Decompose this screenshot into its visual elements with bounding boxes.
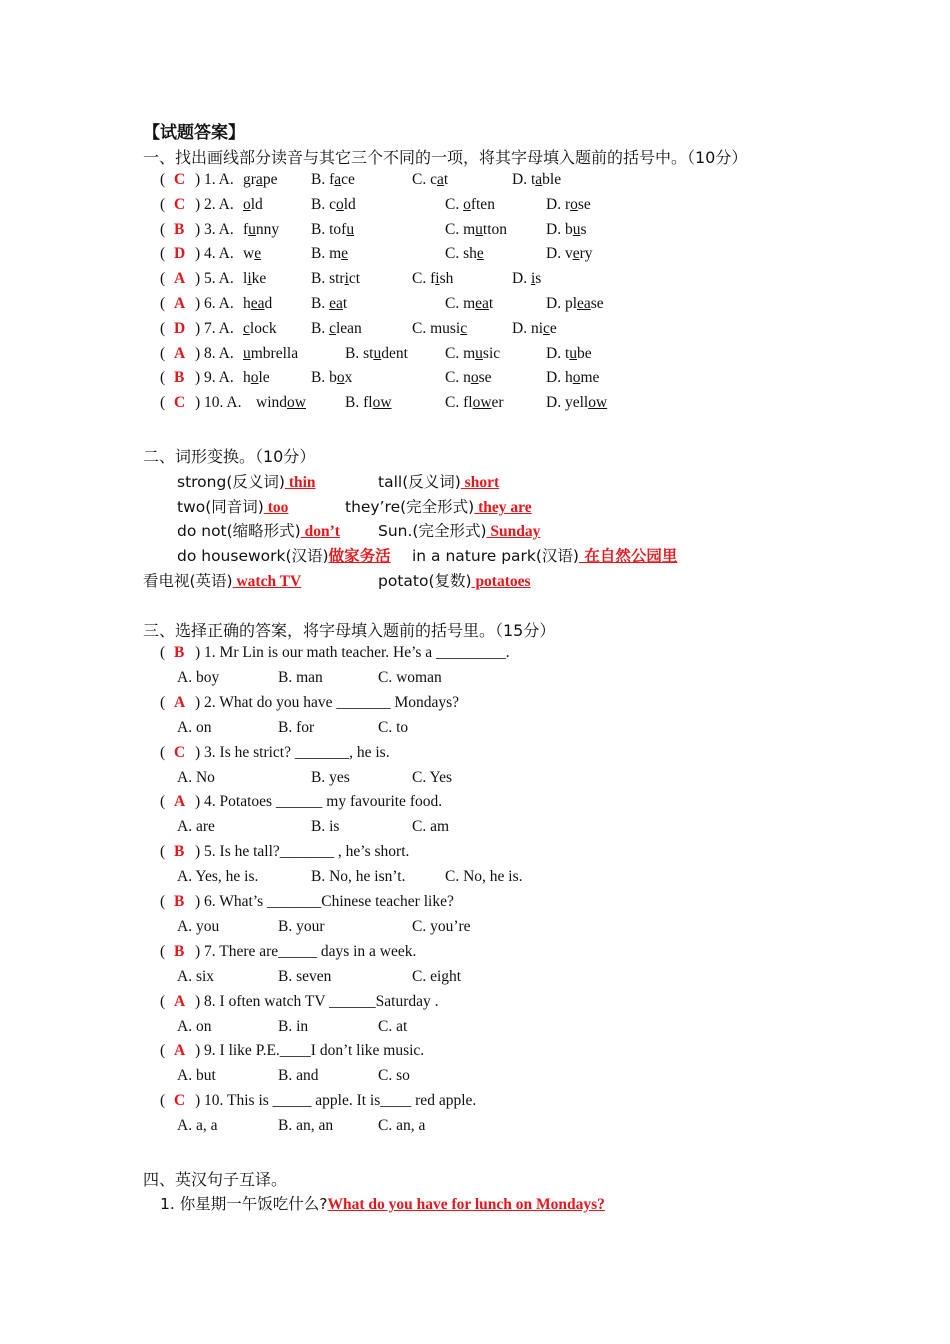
option-c <box>445 221 507 239</box>
option-text: D. h <box>546 369 573 387</box>
underlined-letters: o <box>570 195 578 213</box>
part2-row2-left: two(同音词) too <box>177 498 289 516</box>
option-a: A. are <box>177 818 215 836</box>
underlined-letters: c <box>543 319 550 337</box>
option-text: t <box>443 171 449 188</box>
option-c: C. at <box>378 1017 408 1035</box>
question-text: ) 7. There are_____ days in a week. <box>195 942 417 960</box>
underlined-letters: e <box>254 245 262 263</box>
answer-letter: A <box>174 344 186 362</box>
option-d <box>546 221 587 239</box>
underlined-letters: o <box>336 369 345 387</box>
part3-options <box>0 918 950 942</box>
paren-open: ( <box>160 295 166 312</box>
underlined-letters: o <box>335 195 344 213</box>
option-a: A. boy <box>177 669 220 686</box>
option-text: D. yell <box>546 394 589 412</box>
underlined-letters: o <box>463 195 471 213</box>
underlined-letters: u <box>572 220 581 238</box>
option-text: D. r <box>546 195 571 213</box>
item-number: ) 5. A. <box>195 270 234 288</box>
paren-open: ( <box>160 319 166 337</box>
part3-question <box>0 843 950 867</box>
option-c <box>445 394 504 412</box>
part2-row4-left: do housework(汉语)做家务活 <box>177 547 391 565</box>
underlined-letters: u <box>346 220 355 238</box>
option-a: A. but <box>177 1067 216 1085</box>
option-c <box>412 171 448 189</box>
option-text: l <box>243 270 248 288</box>
option-text: C. <box>445 195 464 213</box>
option-b <box>311 171 355 189</box>
option-text: C. m <box>445 295 476 312</box>
option-c: C. eight <box>412 967 462 985</box>
option-text: B. c <box>311 195 336 213</box>
option-a: A. you <box>177 918 220 935</box>
part3-options <box>0 669 950 693</box>
answer-letter: A <box>174 992 186 1010</box>
option-text: d <box>264 295 273 312</box>
option-b <box>311 369 352 387</box>
underlined-letters: ow <box>472 394 492 412</box>
paren-open: ( <box>160 843 166 861</box>
option-text: D. <box>512 270 531 288</box>
underlined-letters: e <box>341 245 349 263</box>
part3-question <box>0 893 950 917</box>
option-text: t <box>342 295 348 312</box>
option-c: C. to <box>378 718 409 736</box>
option-text: C. sh <box>445 245 477 263</box>
option-b: B. seven <box>278 967 332 985</box>
option-text: B. <box>311 295 330 312</box>
option-b <box>311 295 347 313</box>
option-b <box>311 245 348 263</box>
paren-open: ( <box>160 893 166 910</box>
option-c: C. am <box>412 818 450 836</box>
part3-options <box>0 1067 950 1091</box>
option-text: D. t <box>512 171 536 188</box>
part1-item <box>0 345 950 369</box>
part3-question <box>0 943 950 967</box>
option-text: C. n <box>445 369 471 387</box>
option-c <box>412 270 453 288</box>
part3-question <box>0 694 950 718</box>
option-b <box>311 270 360 288</box>
underlined-letters: o <box>572 369 581 387</box>
option-a: A. six <box>177 967 215 985</box>
option-b: B. yes <box>311 768 350 786</box>
option-c <box>445 196 495 214</box>
underlined-letters: ea <box>475 295 489 312</box>
underlined-letters: u <box>569 344 577 362</box>
option-d <box>512 171 561 189</box>
option-text: B. st <box>345 344 374 362</box>
option-text: ften <box>470 195 495 213</box>
option-b <box>311 221 354 239</box>
item-number: ) 9. A. <box>195 369 234 387</box>
underlined-letters: a <box>334 171 342 188</box>
part1-item <box>0 270 950 294</box>
option-text: w <box>243 245 255 263</box>
answer-letter: C <box>174 195 186 213</box>
item-number: ) 3. A. <box>195 220 234 238</box>
option-text: ke <box>251 270 267 288</box>
paren-open: ( <box>160 992 166 1010</box>
option-text: h <box>243 295 251 312</box>
option-text: D. pl <box>546 295 577 312</box>
option-text: ld <box>250 195 263 213</box>
answer-letter: A <box>174 1042 186 1060</box>
option-text: e <box>549 319 557 337</box>
option-b <box>311 196 356 214</box>
paren-open: ( <box>160 245 166 263</box>
part3-question <box>0 993 950 1017</box>
answer-letter: B <box>174 369 185 387</box>
option-c <box>445 345 500 363</box>
answer-letter: A <box>174 270 186 288</box>
paren-open: ( <box>160 195 166 213</box>
option-text: le <box>258 369 270 387</box>
option-b: B. is <box>311 818 340 836</box>
option-a <box>243 270 266 288</box>
underlined-letters: u <box>475 344 483 362</box>
part1-heading: 一、找出画线部分读音与其它三个不同的一项，将其字母填入题前的括号中。（10分） <box>143 148 748 167</box>
option-text: ct <box>348 270 361 288</box>
question-text: ) 2. What do you have _______ Mondays? <box>195 693 460 711</box>
item-number: ) 8. A. <box>195 344 234 362</box>
option-text: gr <box>243 171 256 188</box>
option-text: lock <box>249 319 277 337</box>
underlined-letters: i <box>344 270 349 288</box>
option-text: sic <box>482 344 501 362</box>
option-b: B. your <box>278 918 325 935</box>
option-text: C. c <box>412 171 437 188</box>
option-b <box>311 320 362 338</box>
part2-row3-left: do not(缩略形式) don’t <box>177 522 340 540</box>
option-text: me <box>580 369 600 387</box>
paren-open: ( <box>160 220 166 238</box>
option-a <box>256 394 306 412</box>
option-b: B. man <box>278 669 323 686</box>
answer-letter: C <box>174 171 186 188</box>
option-text: ld <box>343 195 356 213</box>
underlined-letters: ea <box>250 295 265 312</box>
part3-options <box>0 868 950 892</box>
part2-row5-left: 看电视(英语) watch TV <box>143 572 302 590</box>
option-a <box>243 295 272 313</box>
option-a: A. on <box>177 718 212 736</box>
option-text: se <box>590 295 604 312</box>
answer-letter: B <box>174 843 185 861</box>
underlined-letters: a <box>535 171 543 188</box>
part2-heading: 二、词形变换。（10分） <box>143 447 316 466</box>
option-b <box>345 345 408 363</box>
paren-open: ( <box>160 369 166 387</box>
answer-letter: C <box>174 743 186 761</box>
option-text: C. m <box>445 220 476 238</box>
underlined-letters: e <box>476 245 484 263</box>
underlined-letters: a <box>255 171 263 188</box>
part2-row4-right: in a nature park(汉语) 在自然公园里 <box>412 547 678 565</box>
item-number: ) 7. A. <box>195 319 234 337</box>
option-text: B. tof <box>311 220 347 238</box>
option-text: C. fl <box>445 394 473 412</box>
underlined-letters: e <box>572 245 580 263</box>
option-b: B. and <box>278 1067 319 1085</box>
option-d <box>546 394 607 412</box>
option-b: B. No, he isn’t. <box>311 868 406 886</box>
option-text: D. ni <box>512 319 543 337</box>
paren-open: ( <box>160 1092 166 1110</box>
answer-letter: A <box>174 693 186 711</box>
part2-row2-right: they’re(完全形式) they are <box>345 498 532 516</box>
underlined-letters: ow <box>588 394 608 412</box>
part1-item <box>0 221 950 245</box>
underlined-letters: ow <box>287 394 306 412</box>
option-d <box>512 320 557 338</box>
item-number: ) 1. A. <box>195 171 234 188</box>
option-a <box>243 369 270 387</box>
part3-options <box>0 719 950 743</box>
option-c <box>445 369 492 387</box>
part1-item <box>0 245 950 269</box>
option-text: ble <box>542 171 562 188</box>
part3-options <box>0 968 950 992</box>
item-number: ) 10. A. <box>195 394 242 412</box>
option-text: er <box>491 394 504 412</box>
option-b <box>345 394 392 412</box>
underlined-letters: o <box>470 369 479 387</box>
part2-row1-left: strong(反义词) thin <box>177 473 316 491</box>
part3-question <box>0 1092 950 1116</box>
question-text: ) 5. Is he tall?_______ , he’s short. <box>195 843 410 861</box>
part1-item <box>0 394 950 418</box>
underlined-letters: ea <box>577 295 591 312</box>
part1-item <box>0 369 950 393</box>
option-a: A. on <box>177 1017 212 1035</box>
paren-open: ( <box>160 693 166 711</box>
paren-open: ( <box>160 793 166 811</box>
part3-options <box>0 769 950 793</box>
paren-open: ( <box>160 171 166 188</box>
paren-open: ( <box>160 644 166 661</box>
option-d <box>546 345 592 363</box>
option-text: tton <box>482 220 508 238</box>
option-text: B. b <box>311 369 337 387</box>
option-c: C. you’re <box>412 918 471 935</box>
option-text: D. v <box>546 245 573 263</box>
paren-open: ( <box>160 743 166 761</box>
item-number: ) 2. A. <box>195 195 234 213</box>
option-c: C. so <box>378 1067 410 1085</box>
underlined-letters: i <box>435 270 440 288</box>
option-text: pe <box>262 171 278 188</box>
underlined-letters: u <box>373 344 382 362</box>
underlined-letters: ow <box>372 394 392 412</box>
question-text: ) 6. What’s _______Chinese teacher like? <box>195 893 454 910</box>
question-text: ) 10. This is _____ apple. It is____ red apple. <box>195 1092 477 1110</box>
part2-row1-right: tall(反义词) short <box>378 473 500 491</box>
part2-row5-right: potato(复数) potatoes <box>378 572 531 590</box>
part3-question <box>0 793 950 817</box>
answer-letter: A <box>174 793 186 811</box>
underlined-letters: i <box>530 270 536 288</box>
paren-open: ( <box>160 394 166 412</box>
underlined-letters: u <box>475 220 483 238</box>
option-c: C. woman <box>378 669 442 686</box>
answer-letter: B <box>174 893 185 910</box>
paren-open: ( <box>160 270 166 288</box>
question-text: ) 1. Mr Lin is our math teacher. He’s a _________. <box>195 644 510 661</box>
option-text: s <box>535 270 542 288</box>
option-b: B. for <box>278 718 315 736</box>
question-text: ) 3. Is he strict? _______, he is. <box>195 743 390 761</box>
part3-question <box>0 1042 950 1066</box>
option-text: B. str <box>311 270 345 288</box>
option-b: B. in <box>278 1017 309 1035</box>
option-text: t <box>488 295 494 312</box>
option-text: x <box>344 369 353 387</box>
part1-item <box>0 196 950 220</box>
part1-item <box>0 295 950 319</box>
option-a: A. No <box>177 768 215 786</box>
part4-question-1: 1. 你星期一午饭吃什么?What do you have for lunch on Mondays? <box>160 1195 605 1213</box>
answer-letter: B <box>174 942 185 960</box>
underlined-letters: c <box>460 319 468 337</box>
part3-options <box>0 1018 950 1042</box>
part3-options <box>0 818 950 842</box>
answer-letter: D <box>174 245 186 263</box>
underlined-letters: c <box>329 319 336 337</box>
option-text: be <box>577 344 592 362</box>
paren-open: ( <box>160 942 166 960</box>
option-text: nny <box>255 220 280 238</box>
option-a <box>243 345 298 363</box>
option-a: A. Yes, he is. <box>177 868 259 886</box>
option-text: h <box>243 369 251 387</box>
option-text: B. fl <box>345 394 373 412</box>
part3-question <box>0 744 950 768</box>
part2-row3-right: Sun.(完全形式) Sunday <box>378 522 541 540</box>
option-text: B. <box>311 319 330 337</box>
answer-letter: C <box>174 394 186 412</box>
option-text: se <box>478 369 492 387</box>
underlined-letters: u <box>248 220 256 238</box>
option-a <box>243 221 279 239</box>
answer-letter: B <box>174 644 185 661</box>
underlined-letters: o <box>243 195 251 213</box>
answer-letter: A <box>174 295 186 312</box>
option-c <box>445 245 484 263</box>
part3-question <box>0 644 950 668</box>
part3-options <box>0 1117 950 1141</box>
option-text: sh <box>439 270 454 288</box>
option-d <box>546 295 604 313</box>
option-text: dent <box>381 344 408 362</box>
option-text: C. musi <box>412 319 461 337</box>
paren-open: ( <box>160 1042 166 1060</box>
question-text: ) 9. I like P.E.____I don’t like music. <box>195 1042 425 1060</box>
option-text: ce <box>341 171 355 188</box>
option-text: mbrella <box>250 344 299 362</box>
question-text: ) 8. I often watch TV ______Saturday . <box>195 992 439 1010</box>
option-text: se <box>577 195 591 213</box>
part1-item <box>0 320 950 344</box>
option-d <box>546 196 591 214</box>
option-c: C. Yes <box>412 768 453 786</box>
option-text: lean <box>335 319 362 337</box>
option-b: B. an, an <box>278 1117 334 1135</box>
option-text: s <box>580 220 587 238</box>
part1-item <box>0 171 950 195</box>
underlined-letters: a <box>436 171 444 188</box>
option-a <box>243 196 263 214</box>
option-text: wind <box>256 394 287 412</box>
option-text: B. m <box>311 245 342 263</box>
option-text: D. t <box>546 344 570 362</box>
question-text: ) 4. Potatoes ______ my favourite food. <box>195 793 443 811</box>
option-text: C. m <box>445 344 476 362</box>
option-text: C. f <box>412 270 436 288</box>
part4-heading: 四、英汉句子互译。 <box>143 1170 288 1189</box>
option-text: ry <box>579 245 593 263</box>
option-text: f <box>243 220 249 238</box>
option-c <box>412 320 467 338</box>
item-number: ) 4. A. <box>195 245 234 263</box>
option-d <box>546 245 593 263</box>
underlined-letters: i <box>247 270 252 288</box>
answer-title: 【试题答案】 <box>143 123 245 143</box>
option-c: C. No, he is. <box>445 868 523 886</box>
answer-letter: B <box>174 220 185 238</box>
underlined-letters: o <box>250 369 259 387</box>
option-d <box>512 270 541 288</box>
option-a <box>243 320 277 338</box>
option-text: B. f <box>311 171 335 188</box>
underlined-letters: c <box>243 319 250 337</box>
option-a <box>243 245 261 263</box>
paren-open: ( <box>160 344 166 362</box>
part3-heading: 三、选择正确的答案，将字母填入题前的括号里。（15分） <box>143 621 556 640</box>
underlined-letters: ea <box>329 295 343 312</box>
underlined-letters: u <box>243 344 251 362</box>
answer-letter: D <box>174 319 186 337</box>
item-number: ) 6. A. <box>195 295 234 312</box>
option-c: C. an, a <box>378 1117 426 1135</box>
option-text: D. b <box>546 220 573 238</box>
option-c <box>445 295 493 313</box>
option-d <box>546 369 599 387</box>
option-a: A. a, a <box>177 1117 218 1135</box>
answer-letter: C <box>174 1092 186 1110</box>
option-a <box>243 171 277 189</box>
